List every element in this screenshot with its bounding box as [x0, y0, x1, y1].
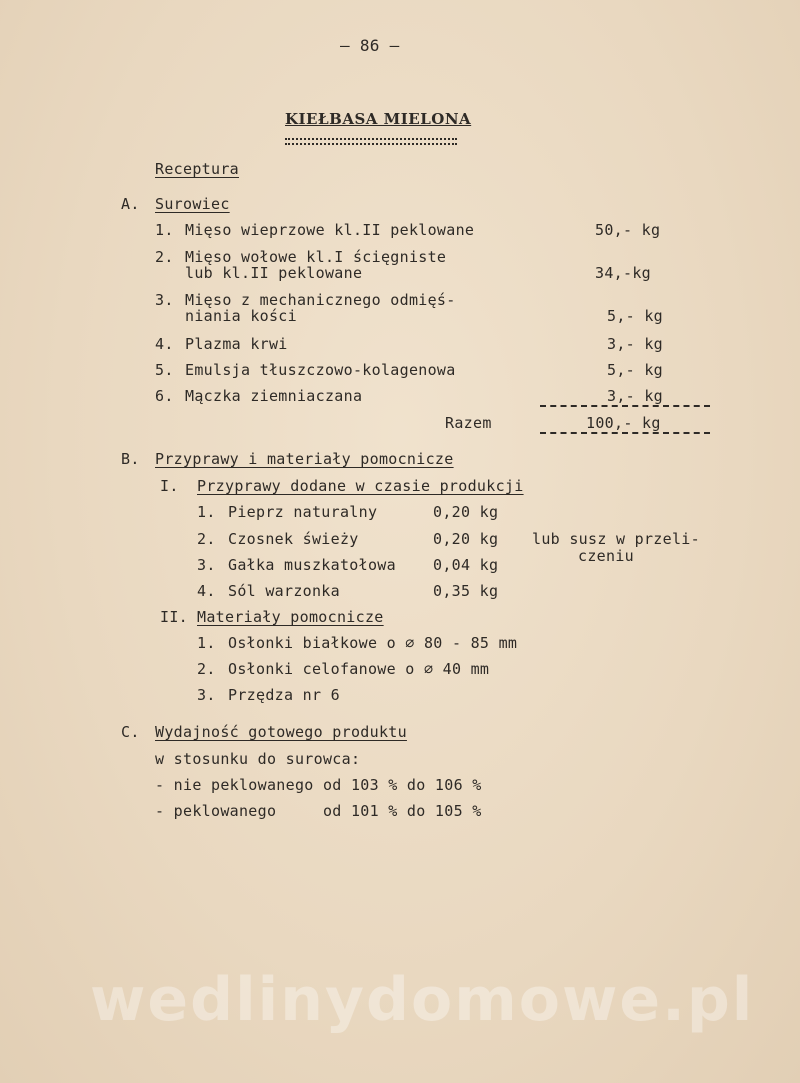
item-a5-amount: 5,- kg — [607, 361, 663, 379]
sub-b1-heading: Przyprawy dodane w czasie produkcji — [197, 477, 524, 495]
yield-line-pickled: - peklowanego od 101 % do 105 % — [155, 802, 482, 820]
material-3-num: 3. — [197, 686, 216, 704]
section-a-letter: A. — [121, 195, 140, 213]
total-rule — [540, 432, 710, 434]
spice-4-name: Sól warzonka — [228, 582, 340, 600]
material-2-num: 2. — [197, 660, 216, 678]
sum-rule — [540, 405, 710, 407]
item-a3-name-cont: niania kości — [185, 307, 297, 325]
section-c-heading: Wydajność gotowego produktu — [155, 723, 407, 741]
spice-4-amount: 0,35 kg — [433, 582, 499, 600]
section-c-letter: C. — [121, 723, 140, 741]
item-a4-amount: 3,- kg — [607, 335, 663, 353]
item-a2-amount: 34,-kg — [595, 264, 651, 282]
section-b-letter: B. — [121, 450, 140, 468]
spice-3-num: 3. — [197, 556, 216, 574]
spice-2-amount: 0,20 kg — [433, 530, 499, 548]
item-a1-num: 1. — [155, 221, 174, 239]
watermark: wedlinydomowe.pl — [90, 965, 755, 1035]
item-a4-num: 4. — [155, 335, 174, 353]
item-a3-amount: 5,- kg — [607, 307, 663, 325]
sub-b2-heading: Materiały pomocnicze — [197, 608, 384, 626]
sub-b1-roman: I. — [160, 477, 179, 495]
item-a3-name: Mięso z mechanicznego odmięś- — [185, 291, 456, 309]
material-3-text: Przędza nr 6 — [228, 686, 340, 704]
receptura-heading: Receptura — [155, 160, 239, 178]
item-a6-num: 6. — [155, 387, 174, 405]
title-double-rule — [285, 138, 457, 145]
total-amount: 100,- kg — [586, 414, 661, 432]
item-a6-amount: 3,- kg — [607, 387, 663, 405]
spice-3-amount: 0,04 kg — [433, 556, 499, 574]
page-number: — 86 — — [340, 36, 400, 55]
material-2-text: Osłonki celofanowe o ∅ 40 mm — [228, 660, 490, 678]
item-a1-name: Mięso wieprzowe kl.II peklowane — [185, 221, 475, 239]
item-a4-name: Plazma krwi — [185, 335, 288, 353]
yield-line-unpickled: - nie peklowanego od 103 % do 106 % — [155, 776, 482, 794]
spice-1-amount: 0,20 kg — [433, 503, 499, 521]
spice-2-num: 2. — [197, 530, 216, 548]
document-title: KIEŁBASA MIELONA — [285, 110, 472, 128]
material-1-num: 1. — [197, 634, 216, 652]
spice-1-num: 1. — [197, 503, 216, 521]
spice-note-cont: czeniu — [578, 547, 634, 565]
item-a1-amount: 50,- kg — [595, 221, 661, 239]
item-a2-num: 2. — [155, 248, 174, 266]
item-a5-name: Emulsja tłuszczowo-kolagenowa — [185, 361, 456, 379]
material-1-text: Osłonki białkowe o ∅ 80 - 85 mm — [228, 634, 518, 652]
spice-1-name: Pieprz naturalny — [228, 503, 378, 521]
yield-intro: w stosunku do surowca: — [155, 750, 361, 768]
spice-3-name: Gałka muszkatołowa — [228, 556, 396, 574]
item-a2-name: Mięso wołowe kl.I ścięgniste — [185, 248, 447, 266]
item-a5-num: 5. — [155, 361, 174, 379]
section-b-heading: Przyprawy i materiały pomocnicze — [155, 450, 454, 468]
spice-2-name: Czosnek świeży — [228, 530, 359, 548]
spice-4-num: 4. — [197, 582, 216, 600]
spice-2-note: lub susz w przeli- — [532, 530, 700, 548]
item-a2-name-cont: lub kl.II peklowane — [185, 264, 363, 282]
section-a-heading: Surowiec — [155, 195, 230, 213]
total-label: Razem — [445, 414, 492, 432]
item-a6-name: Mączka ziemniaczana — [185, 387, 363, 405]
item-a3-num: 3. — [155, 291, 174, 309]
sub-b2-roman: II. — [160, 608, 188, 626]
